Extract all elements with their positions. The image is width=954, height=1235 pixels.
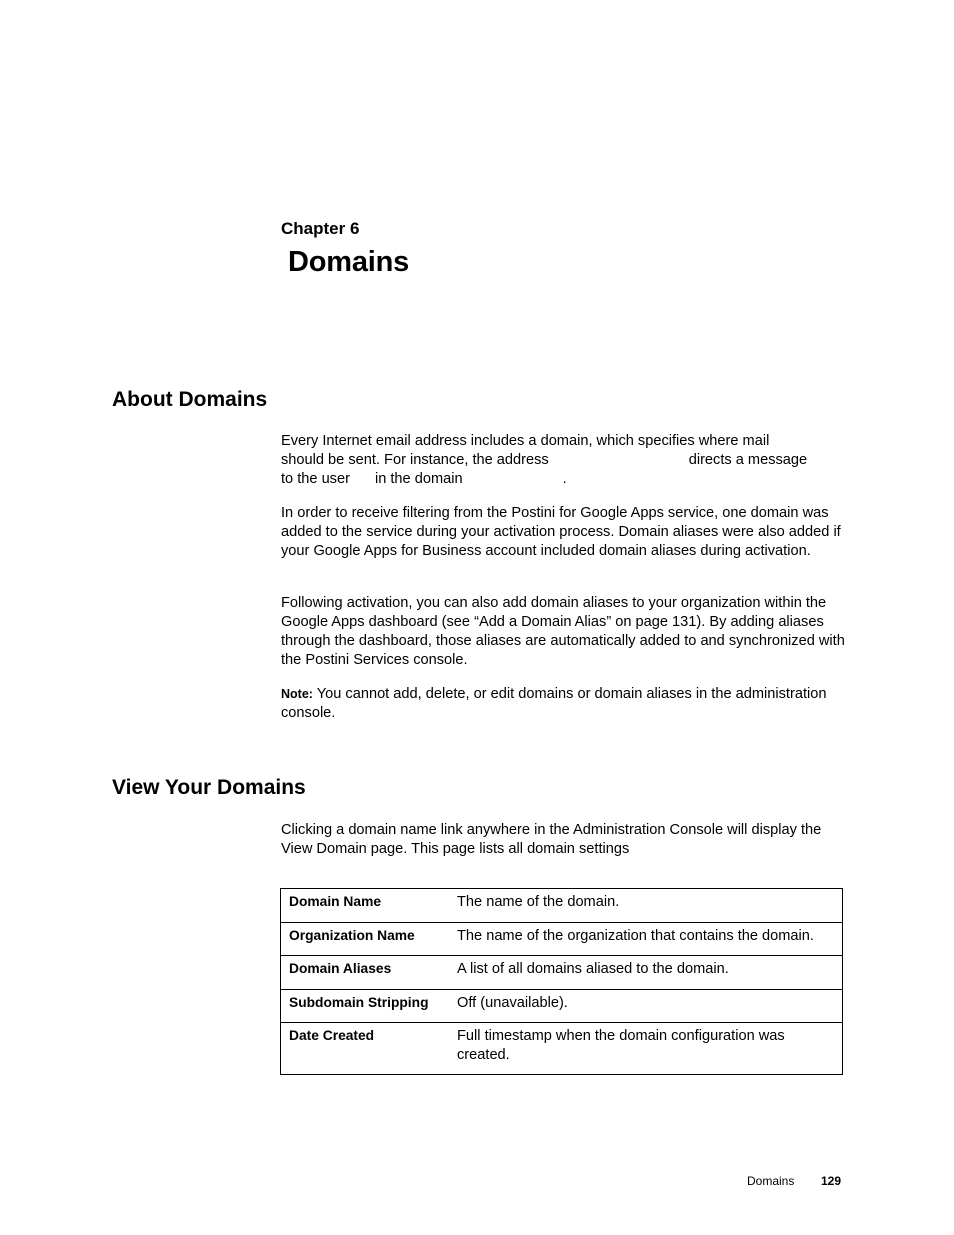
row-desc: Off (unavailable). [449,989,843,1023]
note-label: Note: [281,687,313,701]
p1-line2a: should be sent. For instance, the address [281,452,549,468]
view-domains-heading: View Your Domains [112,776,306,799]
footer-section-label: Domains [747,1174,795,1188]
row-desc: The name of the organization that contains the domain. [449,922,843,956]
p1-line3b: in the domain [374,471,463,487]
table-row [281,989,843,1023]
view-intro-paragraph: Clicking a domain name link anywhere in the Administration Console will display the View Domain page. This page lists all domain settings [281,822,822,857]
footer-page-number: 129 [821,1174,842,1188]
note-paragraph [281,685,846,723]
p1-line3c: . [562,471,567,487]
about-paragraph-1 [281,432,846,489]
table-row [281,1023,843,1075]
row-term: Domain Name [281,889,450,923]
about-domains-heading: About Domains [112,388,268,411]
note-text: You cannot add, delete, or edit domains or domain aliases in the administration console. [281,686,827,721]
row-desc: A list of all domains aliased to the domain. [449,956,843,990]
about-paragraph-3: Following activation, you can also add domain aliases to your organization within the Google Apps dashboard (see “Add a Domain Alias” on page 131). By adding aliases through the dashboard, those aliases are automatically added to and synchronized with the Postini Services console. [281,595,845,668]
row-desc: The name of the domain. [449,889,843,923]
row-term: Date Created [281,1023,450,1075]
table-row [281,922,843,956]
table-row [281,956,843,990]
chapter-title: Domains [288,246,410,278]
row-term: Subdomain Stripping [281,989,450,1023]
about-paragraph-2: In order to receive filtering from the Postini for Google Apps service, one domain was added to the service during your activation process. Domain aliases were also added if your Google Apps for Business account included domain aliases during activation. [281,505,841,559]
row-term: Organization Name [281,922,450,956]
chapter-label: Chapter 6 [281,219,360,238]
p1-line2b: directs a message [688,452,808,468]
p1-line3a: to the user [281,471,350,487]
table-row [281,889,843,923]
row-desc: Full timestamp when the domain configuration was created. [449,1023,843,1075]
row-term: Domain Aliases [281,956,450,990]
p1-line1: Every Internet email address includes a domain, which specifies where mail [281,433,770,449]
domain-settings-table [280,888,843,1075]
